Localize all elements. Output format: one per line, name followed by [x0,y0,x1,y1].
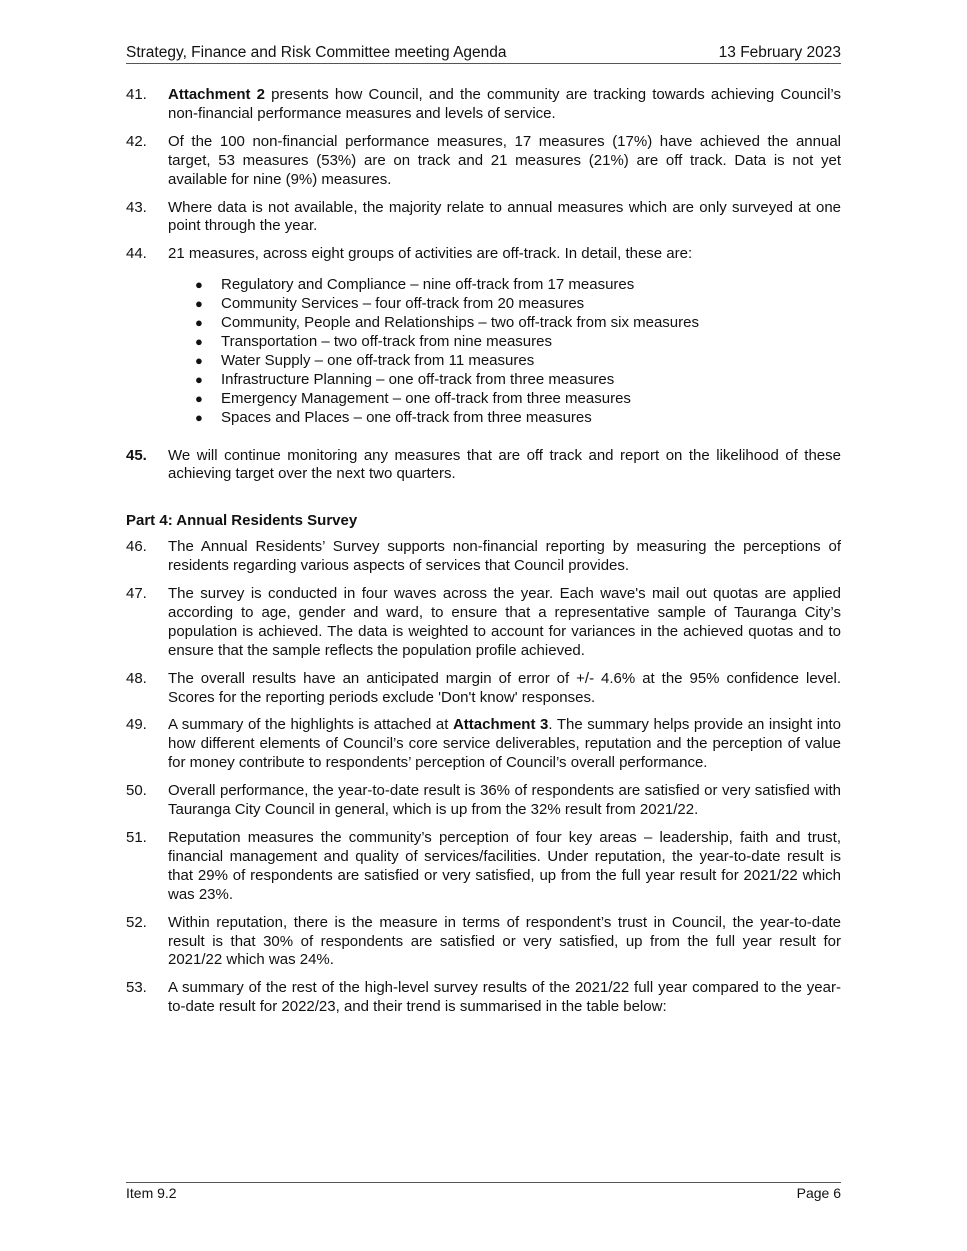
paragraph-number: 46. [126,538,147,556]
bullet-icon: ● [195,315,203,331]
paragraph-text: The survey is conducted in four waves across the year. Each wave's mail out quotas are applied according to age, gender and ward, to ensure that a representative sample of Tauranga City’s population is achieved. The data is weighted to account for variances in the achieved quotas and to ensure that the sample reflects the population profile achieved. [168,585,841,659]
paragraph-number: 52. [126,913,147,931]
paragraph-text: Attachment 2 presents how Council, and the community are tracking towards achieving Council’s non-financial performance measures and levels of service. [168,86,841,122]
paragraph-43 [126,199,841,237]
paragraph-number: 43. [126,198,147,216]
bullet-icon: ● [195,352,203,368]
header-date: 13 February 2023 [718,44,841,61]
paragraph-text: Of the 100 non-financial performance measures, 17 measures (17%) have achieved the annual target, 53 measures (53%) are on track and 21 measures (21%) are off track. Data is not yet available for nine (9%) measures. [168,132,841,188]
paragraph-text: 21 measures, across eight groups of activities are off-track. In detail, these are: [168,245,693,263]
paragraph-number: 53. [126,979,147,997]
paragraph-text: A summary of the highlights is attached at Attachment 3. The summary helps provide an insight into how different elements of Council’s core service deliverables, reputation and the perception of value for money contribute to respondents’ perception of Council’s overall performance. [168,716,841,772]
list-item: ● Community Services – four off-track from 20 measures [195,295,585,313]
paragraph-42 [126,133,841,190]
paragraph-text: Overall performance, the year-to-date result is 36% of respondents are satisfied or very satisfied with Tauranga City Council in general, which is up from the 32% result from 2021/22. [168,782,841,819]
bullet-icon: ● [195,390,203,406]
paragraph-50 [126,782,841,820]
paragraph-text: We will continue monitoring any measures that are off track and report on the likelihood of these achieving target over the next two quarters. [168,446,841,483]
paragraph-41 [126,86,841,124]
bullet-icon: ● [195,333,203,349]
footer-page-number: Page 6 [796,1185,841,1201]
paragraph-48 [126,670,841,708]
bullet-icon: ● [195,409,203,425]
list-item: ● Community, People and Relationships – two off-track from six measures [195,314,699,332]
paragraph-text: A summary of the rest of the high-level survey results of the 2021/22 full year compared to the year-to-date result for 2022/23, and their trend is summarised in the table below: [168,979,841,1016]
bullet-icon: ● [195,277,203,293]
paragraph-number: 47. [126,585,147,603]
paragraph-45 [126,447,841,485]
list-item: ● Infrastructure Planning – one off-track from three measures [195,370,615,388]
paragraph-47 [126,585,841,661]
paragraph-49 [126,716,841,773]
list-item: ● Transportation – two off-track from nine measures [195,332,552,350]
paragraph-46 [126,538,841,576]
bullet-icon: ● [195,371,203,387]
paragraph-text: Reputation measures the community’s perception of four key areas – leadership, faith and trust, financial management and quality of services/facilities. Under reputation, the year-to-date result is that 29% of respondents are satisfied or very satisfied, up from the full year result for 2021/22 which was 23%. [168,829,841,903]
paragraph-text: The Annual Residents’ Survey supports non-financial reporting by measuring the perceptions of residents regarding various aspects of services that Council provides. [168,538,841,575]
off-track-list [126,276,841,427]
list-item: ● Spaces and Places – one off-track from three measures [195,408,592,426]
header-title: Strategy, Finance and Risk Committee meeting Agenda [126,44,507,61]
paragraph-number: 51. [126,829,147,846]
bullet-icon: ● [195,296,203,312]
attachment-3-ref: Attachment 3 [452,716,549,734]
section-heading: Part 4: Annual Residents Survey [126,512,358,530]
paragraph-53 [126,979,841,1017]
paragraph-text: Where data is not available, the majority relate to annual measures which are only surveyed at one point through the year. [168,198,841,235]
list-item: ● Emergency Management – one off-track from three measures [195,389,631,407]
paragraph-number: 44. [126,245,147,263]
paragraph-text: Within reputation, there is the measure in terms of respondent’s trust in Council, the year-to-date result is that 30% of respondents are satisfied or very satisfied, up from the full year result for 2021/22 which was 24%. [168,913,841,969]
paragraph-text: The overall results have an anticipated margin of error of +/- 4.6% at the 95% confidence level. Scores for the reporting periods exclude 'Don't know' responses. [168,669,841,706]
attachment-2-ref: Attachment 2 [168,86,266,103]
paragraph-51 [126,829,841,905]
document-body [126,86,841,1026]
paragraph-number: 49. [126,716,147,734]
footer-item: Item 9.2 [126,1185,177,1201]
paragraph-number: 41. [126,86,147,103]
list-item: ● Regulatory and Compliance – nine off-track from 17 measures [195,276,635,294]
paragraph-44 [126,245,841,264]
paragraph-number: 42. [126,132,147,150]
list-item: ● Water Supply – one off-track from 11 measures [195,351,535,369]
paragraph-number: 45. [126,446,147,464]
page-footer [126,1182,841,1201]
page-header [126,44,841,64]
paragraph-52 [126,914,841,971]
paragraph-number: 48. [126,669,147,687]
paragraph-number: 50. [126,782,147,800]
